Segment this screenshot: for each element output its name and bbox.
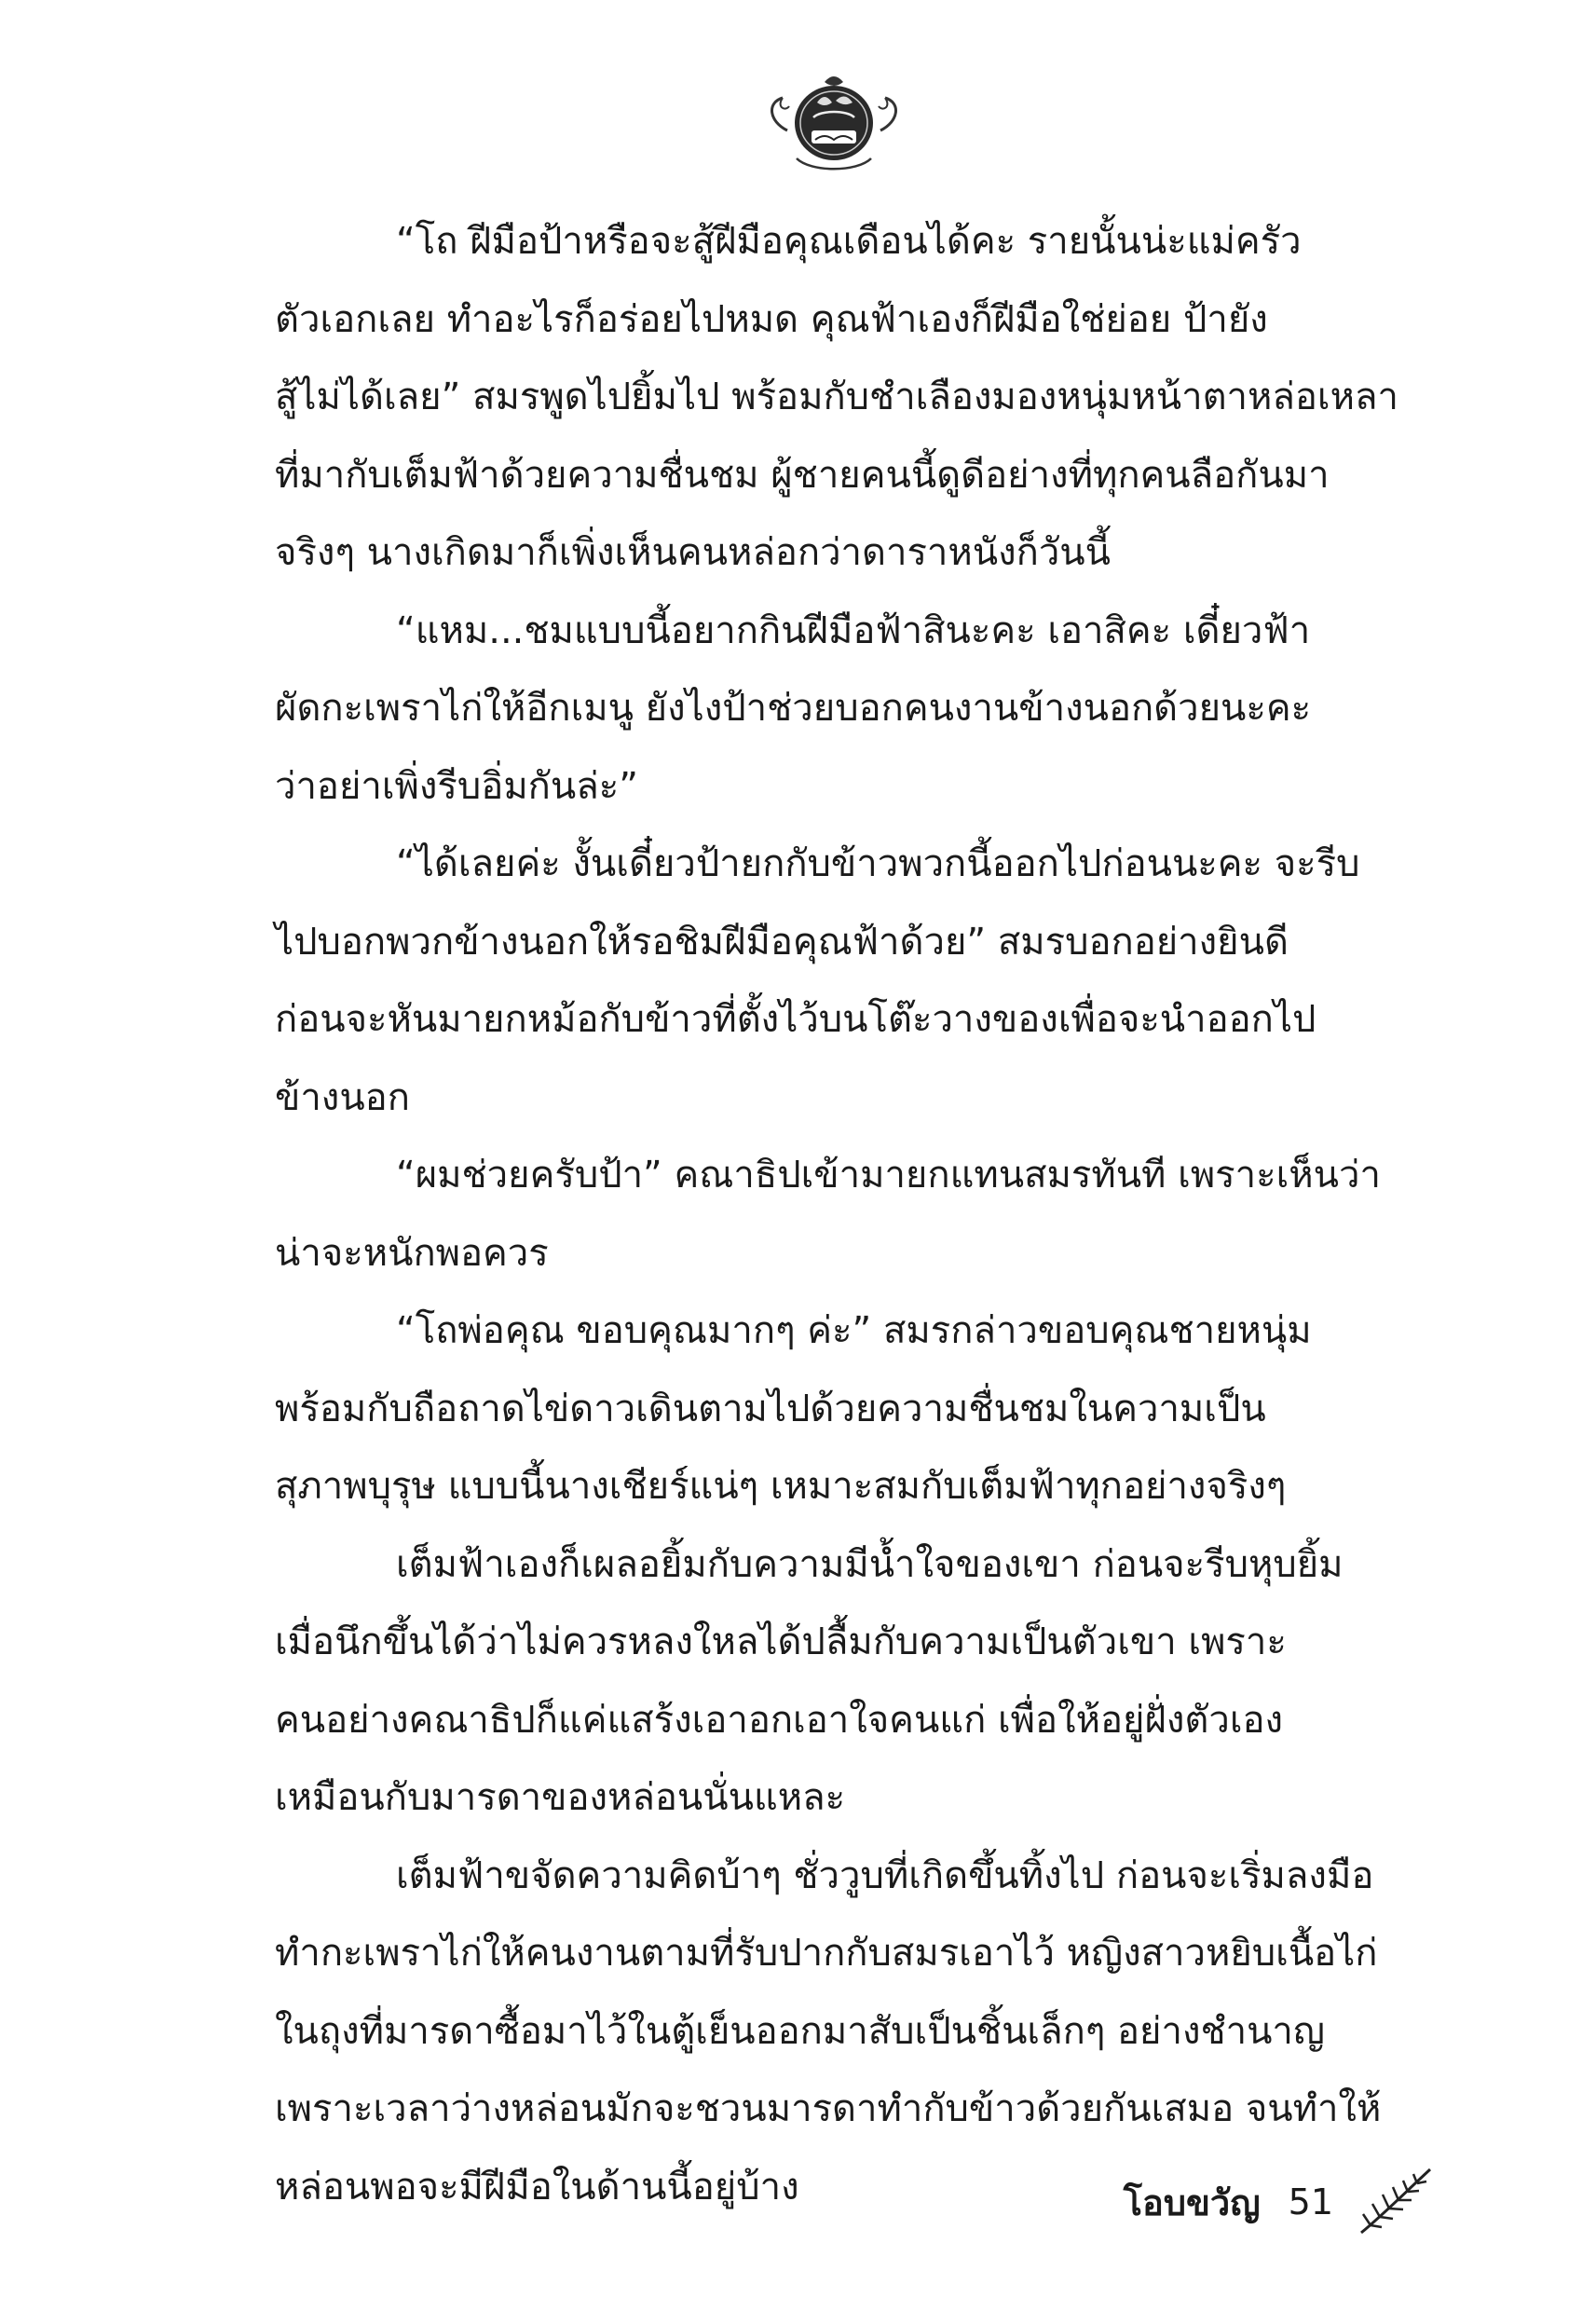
text-line: จริงๆ นางเกิดมาก็เพิ่งเห็นคนหล่อกว่าดาราหนังก็วันนี้ <box>275 531 1111 574</box>
text-line: ไปบอกพวกข้างนอกให้รอชิมฝีมือคุณฟ้าด้วย” สมรบอกอย่างยินดี <box>275 920 1289 964</box>
paragraph-1 <box>275 203 1413 593</box>
text-line: “ผมช่วยครับป้า” คณาธิปเข้ามายกแทนสมรทันที เพราะเห็นว่า <box>396 1154 1381 1197</box>
text-line: ในถุงที่มารดาซื้อมาไว้ในตู้เย็นออกมาสับเป็นชิ้นเล็กๆ อย่างชำนาญ <box>275 2009 1325 2053</box>
text-line: เมื่อนึกขึ้นได้ว่าไม่ควรหลงใหลได้ปลื้มกับความเป็นตัวเขา เพราะ <box>275 1620 1287 1663</box>
paragraph-5 <box>275 1292 1413 1526</box>
text-line: ตัวเอกเลย ทำอะไรก็อร่อยไปหมด คุณฟ้าเองก็ฝีมือใช่ย่อย ป้ายัง <box>275 297 1268 341</box>
paragraph-6 <box>275 1526 1413 1838</box>
text-line: เต็มฟ้าเองก็เผลอยิ้มกับความมีน้ำใจของเขา ก่อนจะรีบหุบยิ้ม <box>396 1542 1344 1586</box>
page-body <box>275 203 1413 2226</box>
text-line: ว่าอย่าเพิ่งรีบอิ่มกันล่ะ” <box>275 764 638 808</box>
text-line: “โถ ฝีมือป้าหรือจะสู้ฝีมือคุณเดือนได้คะ รายนั้นน่ะแม่ครัว <box>396 220 1302 263</box>
text-line: น่าจะหนักพอควร <box>275 1231 549 1275</box>
paragraph-2 <box>275 593 1413 827</box>
seal-emblem-icon <box>759 65 908 177</box>
text-line: ก่อนจะหันมายกหม้อกับข้าวที่ตั้งไว้บนโต๊ะวางของเพื่อจะนำออกไป <box>275 998 1316 1041</box>
paragraph-3 <box>275 826 1413 1137</box>
text-line: ข้างนอก <box>275 1075 410 1119</box>
text-line: “โถพ่อคุณ ขอบคุณมากๆ ค่ะ” สมรกล่าวขอบคุณชายหนุ่ม <box>396 1309 1312 1352</box>
page-footer <box>1124 2160 1438 2244</box>
text-line: “ได้เลยค่ะ งั้นเดี๋ยวป้ายกกับข้าวพวกนี้ออกไปก่อนนะคะ จะรีบ <box>396 842 1360 885</box>
text-line: ที่มากับเต็มฟ้าด้วยความชื่นชม ผู้ชายคนนี้ดูดีอย่างที่ทุกคนลือกันมา <box>275 453 1330 497</box>
text-line: พร้อมกับถือถาดไข่ดาวเดินตามไปด้วยความชื่นชมในความเป็น <box>275 1387 1266 1430</box>
text-line: “แหม...ชมแบบนี้อยากกินฝีมือฟ้าสินะคะ เอาสิคะ เดี๋ยวฟ้า <box>396 609 1311 652</box>
text-line: เพราะเวลาว่างหล่อนมักจะชวนมารดาทำกับข้าวด้วยกันเสมอ จนทำให้ <box>275 2087 1382 2130</box>
page-number: 51 <box>1288 2181 1333 2222</box>
text-line: เต็มฟ้าขจัดความคิดบ้าๆ ชั่ววูบที่เกิดขึ้นทิ้งไป ก่อนจะเริ่มลงมือ <box>396 1853 1374 1897</box>
text-line: เหมือนกับมารดาของหล่อนนั่นแหละ <box>275 1776 846 1819</box>
paragraph-4 <box>275 1137 1413 1292</box>
book-title: โอบขวัญ <box>1123 2181 1261 2223</box>
text-line: ทำกะเพราไก่ให้คนงานตามที่รับปากกับสมรเอาไว้ หญิงสาวหยิบเนื้อไก่ <box>275 1932 1378 1975</box>
text-line: สู้ไม่ได้เลย” สมรพูดไปยิ้มไป พร้อมกับชำเลืองมองหนุ่มหน้าตาหล่อเหลา <box>275 376 1398 418</box>
text-line: คนอย่างคณาธิปก็แค่แสร้งเอาอกเอาใจคนแก่ เพื่อให้อยู่ฝั่งตัวเอง <box>275 1698 1284 1742</box>
fern-leaf-icon <box>1354 2160 1438 2244</box>
text-line: สุภาพบุรุษ แบบนี้นางเชียร์แน่ๆ เหมาะสมกับเต็มฟ้าทุกอย่างจริงๆ <box>275 1465 1287 1508</box>
text-line: หล่อนพอจะมีฝีมือในด้านนี้อยู่บ้าง <box>275 2165 799 2208</box>
text-line: ผัดกะเพราไก่ให้อีกเมนู ยังไงป้าช่วยบอกคนงานข้างนอกด้วยนะคะ <box>275 687 1312 730</box>
